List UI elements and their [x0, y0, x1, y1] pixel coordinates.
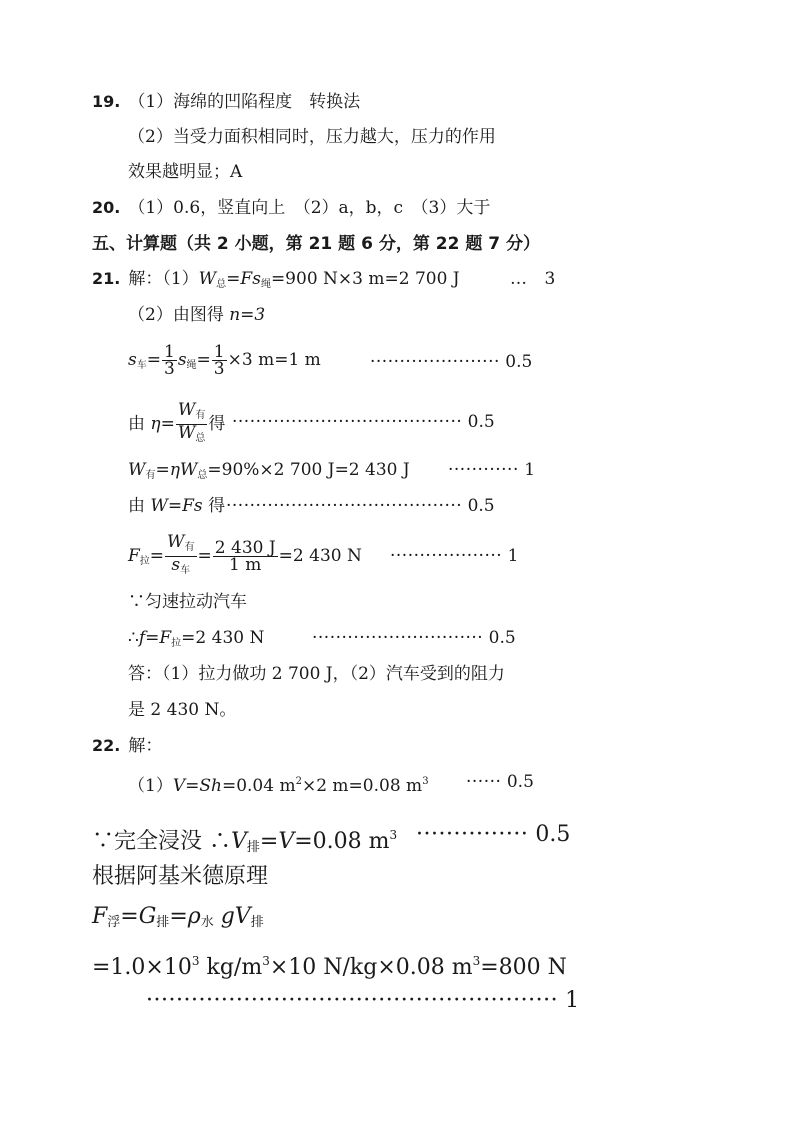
q21-l4-you: 由: [128, 414, 151, 434]
q21-line2: [128, 305, 265, 325]
q22-line2: （1）V=Sh=0.04 $m^2\times 2$ m=0.08 $m^3$: [128, 776, 429, 796]
q22-l6-score: 1: [565, 988, 580, 1013]
q21-line4: 由 η= $\frac{W_有}{W_总}$ 得: [128, 400, 226, 444]
q21-l6-score: 0.5: [467, 496, 495, 516]
q21-answer1: 答：（1）拉力做功 2 700 J，（2）汽车受到的阻力: [128, 664, 505, 684]
q21-l9-score: 0.5: [488, 628, 516, 648]
q21-l7-res: =2 430 N: [278, 546, 362, 566]
q21-l7-top: 2 430 J: [214, 538, 276, 558]
q22-l2-a: ∵完全浸没 ∴: [92, 829, 231, 854]
q21-line5: $W_有=\eta W_总=90\%\times 2$ 700 J=2 430 J: [128, 460, 410, 481]
q21-l1-score: 3: [544, 269, 556, 289]
q21-l5-score-wrap: ············ 1: [448, 460, 536, 480]
q21-l7-score-wrap: ··················· 1: [390, 546, 519, 566]
q21-line8: ∵匀速拉动汽车: [128, 592, 247, 612]
q21-l6-b: 得: [202, 496, 226, 516]
q21-line3: $s_车=$ $\frac{1}{3}$ $s_绳=$ $\frac{1}{3}$ ×3 m=1 m: [128, 342, 321, 379]
q21-l3-score: 0.5: [505, 352, 533, 372]
q22-l1-eq: =0.04 m: [221, 776, 296, 796]
q19-part1: （1）海绵的凹陷程度 转换法: [128, 92, 361, 112]
q22-l6-score-wrap: ······················································· 1: [146, 988, 580, 1013]
q22-line4: 根据阿基米德原理: [92, 864, 269, 889]
q21-l5-score: 1: [524, 460, 536, 480]
q21-l9-score-wrap: ····························· 0.5: [312, 628, 516, 648]
q22-jie: 解：: [128, 736, 163, 756]
section5-title: 五、计算题（共 2 小题，第 21 题 6 分，第 22 题 7 分）: [92, 234, 540, 254]
q22-l1-score: 0.5: [506, 772, 534, 792]
q21-l1-score-wrap: … 3: [510, 269, 556, 289]
q22-l2-score: 0.5: [535, 822, 571, 847]
q22-line1: [92, 736, 162, 756]
q22-l2-eq: =0.08 m: [294, 829, 390, 854]
q21-l2: （2）由图得: [128, 305, 230, 325]
q22-l1-eq2: ×2 m=0.08 m: [301, 776, 423, 796]
q21-l7-score: 1: [507, 546, 519, 566]
q22-l5d: =800 N: [480, 955, 567, 980]
q20-line: [92, 198, 490, 218]
q21-l1-eq: =900 N×3 m=2 700 J: [270, 269, 460, 289]
q21-number: 21.: [92, 269, 121, 288]
q19-line1: [92, 92, 360, 112]
q21-l4-score: 0.5: [467, 412, 495, 432]
q21-line9: $\therefore f=F_拉=2$ 430 N: [128, 628, 265, 649]
q20-number: 20.: [92, 198, 121, 217]
q20-text: （1）0.6，竖直向上 （2）a，b，c （3）大于: [128, 198, 491, 218]
q21-l6-score-wrap: ········································ 0.5: [226, 496, 495, 516]
q22-l5c: ×10 N/kg×0.08 m: [269, 955, 473, 980]
q21-jie: 解：: [128, 269, 163, 289]
q22-l5: =1.0×10: [92, 955, 192, 980]
q21-l7-bot: 1 m: [229, 555, 262, 575]
q21-l3-mid: ×3 m=1 m: [227, 350, 321, 370]
q21-answer2: 是 2 430 N。: [128, 700, 237, 720]
q19-line3: 效果越明显；A: [128, 162, 243, 182]
q21-l1-prefix: （1）: [162, 269, 199, 289]
q21-l5-eq: =90%×2 700 J=2 430 J: [207, 460, 410, 480]
q21-line1: 21. 解：$(1)W_总=Fs_绳=900$ N×3 m=2 700 J: [92, 269, 460, 290]
q19-line2: （2）当受力面积相同时，压力越大，压力的作用: [128, 127, 496, 147]
q22-line3: ∵完全浸没 $\therefore V_排=V=0.08$ $m^3$: [92, 828, 398, 855]
q21-l6-a: 由: [128, 496, 151, 516]
q19-number: 19.: [92, 92, 121, 111]
q22-number: 22.: [92, 736, 121, 755]
q21-l2-n: n=3: [229, 305, 266, 325]
q22-line6: $=1.0\times 10^3$ $kg/m^3\times 10$ N/kg×0.08 $m^3=800$ N: [92, 954, 567, 980]
q21-l4-de: 得: [208, 414, 226, 434]
q22-line5: $F_浮=G_排=\rho_水$ $gV_排$: [92, 904, 264, 930]
q22-l2-score-wrap: ··············· 0.5: [416, 822, 571, 847]
q21-l4-score-wrap: ······································· 0.5: [232, 412, 495, 432]
q22-l5b: kg/m: [199, 955, 263, 980]
q21-l9-eq: =2 430 N: [181, 628, 265, 648]
q21-line6: 由 W=Fs 得: [128, 496, 226, 516]
q22-l1-score-wrap: ······ 0.5: [466, 772, 534, 792]
q21-line7: $F_拉=$ $\frac{W_有}{s_车}$ = $\frac{2 430 J}{1 m}$ =2 430 N: [128, 532, 362, 576]
q21-l3-score-wrap: ······················ 0.5: [370, 352, 533, 372]
q22-l1-a: （1）: [128, 776, 173, 796]
